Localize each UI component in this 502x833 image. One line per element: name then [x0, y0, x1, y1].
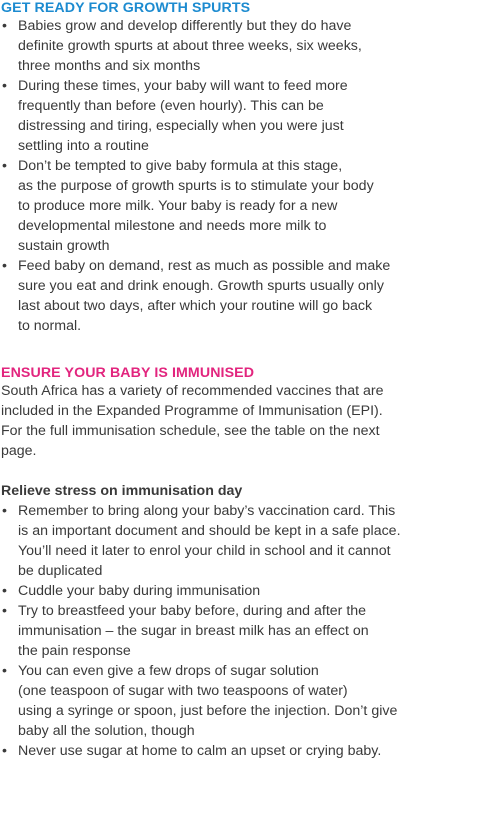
list-item: • You can even give a few drops of sugar solution (one teaspoon of sugar with two teaspoons of water) using a syringe or spoon, just before the injection. Don’t give baby all the solution, though	[1, 661, 502, 741]
list-item: • Babies grow and develop differently but they do have definite growth spurts at about three weeks, six weeks, three months and six months	[1, 16, 502, 76]
list-item: • Cuddle your baby during immunisation	[1, 581, 502, 601]
relieve-stress-subheading: Relieve stress on immunisation day	[1, 483, 243, 499]
growth-spurts-section	[1, 0, 502, 336]
list-item: • During these times, your baby will want to feed more frequently than before (even hourly). This can be distressing and tiring, especially when you were just settling into a routine	[1, 76, 502, 156]
list-item: • Don’t be tempted to give baby formula at this stage, as the purpose of growth spurts is to stimulate your body to produce more milk. Your baby is ready for a new developmental milestone and needs more milk to sustain growth	[1, 156, 502, 256]
immunisation-section	[1, 365, 502, 761]
list-item: • Try to breastfeed your baby before, during and after the immunisation – the sugar in breast milk has an effect on the pain response	[1, 601, 502, 661]
growth-spurts-list	[1, 16, 502, 336]
list-item: • Feed baby on demand, rest as much as possible and make sure you eat and drink enough. Growth spurts usually only last about two days, after which your routine will go back to normal.	[1, 256, 502, 336]
immunisation-heading: ENSURE YOUR BABY IS IMMUNISED	[1, 365, 255, 381]
immunisation-tips-list	[1, 501, 502, 761]
list-item: • Never use sugar at home to calm an upset or crying baby.	[1, 741, 502, 761]
list-item: • Remember to bring along your baby’s vaccination card. This is an important document and should be kept in a safe place. You’ll need it later to enrol your child in school and it cannot be duplicated	[1, 501, 502, 581]
immunisation-intro: South Africa has a variety of recommended vaccines that are included in the Expanded Programme of Immunisation (EPI). For the full immunisation schedule, see the table on the next page.	[1, 383, 384, 459]
growth-spurts-heading: GET READY FOR GROWTH SPURTS	[1, 0, 251, 16]
